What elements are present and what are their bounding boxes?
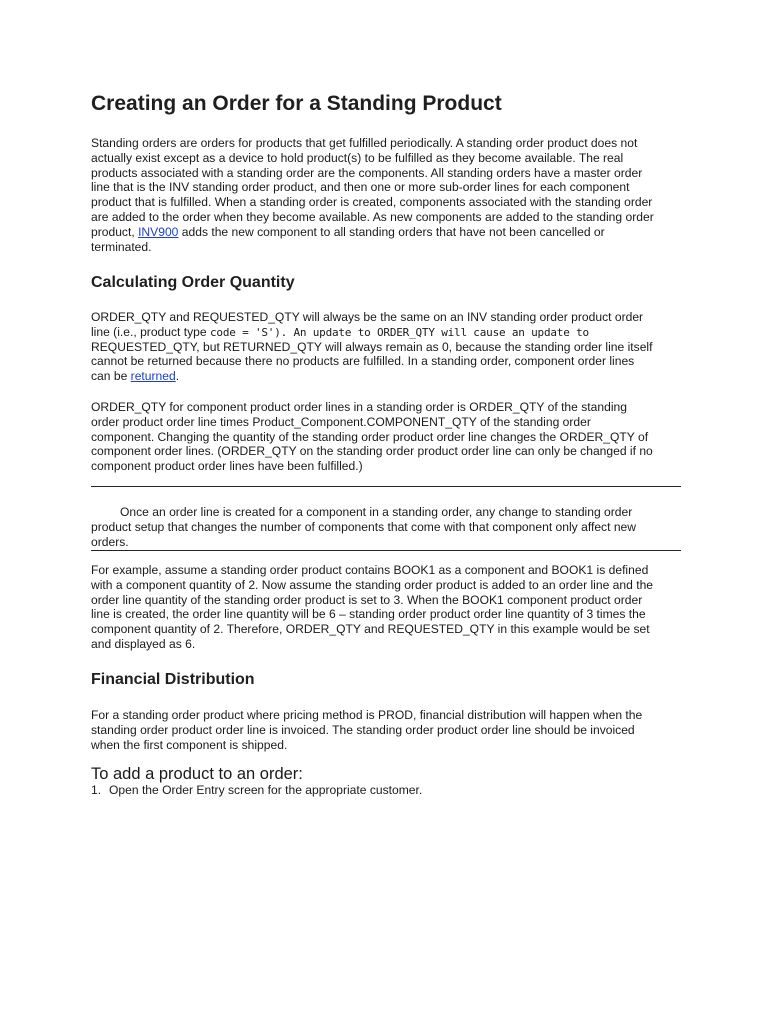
text-line bbox=[91, 505, 681, 520]
text-line: ORDER_QTY for component product order lines in a standing order is ORDER_QTY of the standing bbox=[91, 400, 627, 414]
text-line bbox=[91, 325, 681, 340]
text-line: For example, assume a standing order product contains BOOK1 as a component and BOOK1 is defined bbox=[91, 563, 649, 577]
text-line: product setup that changes the number of components that come with that component only affect new bbox=[91, 519, 636, 534]
text-fragment: . bbox=[175, 369, 180, 384]
text-line: terminated. bbox=[91, 239, 152, 254]
step-text: Open the Order Entry screen for the appropriate customer. bbox=[109, 783, 423, 797]
order-quantity-paragraph-1 bbox=[91, 310, 681, 384]
text-line: ORDER_QTY and REQUESTED_QTY will always be the same on an INV standing order product order bbox=[91, 310, 644, 324]
text-line: REQUESTED_QTY, but RETURNED_QTY will always remain as 0, because the standing order line itself bbox=[91, 339, 653, 354]
text-line: products associated with a standing order are the components. All standing orders have a master order bbox=[91, 165, 643, 180]
procedure-steps bbox=[91, 783, 422, 798]
code-fragment: code = 'S'). An update to ORDER_QTY will cause an update to bbox=[209, 325, 589, 339]
text-line: Standing orders are orders for products that get fulfilled periodically. A standing order product does not bbox=[91, 136, 638, 150]
note-paragraph bbox=[91, 505, 681, 549]
text-fragment: Once an order line is created for a component in a standing order, any change to standing order bbox=[120, 505, 633, 519]
returned-link[interactable]: returned bbox=[130, 369, 176, 384]
text-line: component order lines. (ORDER_QTY on the standing order product order line can only be changed if no bbox=[91, 444, 653, 459]
text-line: are added to the order when they become available. As new components are added to the standing order bbox=[91, 209, 654, 224]
page-title: Creating an Order for a Standing Product bbox=[91, 92, 502, 115]
text-line: line is created, the order line quantity will be 6 – standing order product order line quantity of 3 times the bbox=[91, 607, 646, 622]
note-bottom-divider bbox=[91, 550, 681, 551]
note-top-divider bbox=[91, 486, 681, 487]
step-number: 1. bbox=[91, 783, 102, 797]
text-line: component product order lines have been fulfilled.) bbox=[91, 459, 363, 474]
text-line: component quantity of 2. Therefore, ORDER_QTY and REQUESTED_QTY in this example would be set bbox=[91, 622, 650, 637]
text-line: product that is fulfilled. When a standing order is created, components associated with the standing order bbox=[91, 195, 653, 210]
financial-distribution-paragraph bbox=[91, 708, 681, 752]
section-heading-financial-distribution: Financial Distribution bbox=[91, 671, 255, 688]
text-line: orders. bbox=[91, 534, 129, 549]
text-line bbox=[91, 369, 681, 384]
text-line: component. Changing the quantity of the standing order product order line changes the ORDER_QTY of bbox=[91, 429, 649, 444]
text-line: line that is the INV standing order product, and then one or more sub-order lines for each component bbox=[91, 180, 630, 195]
procedure-heading: To add a product to an order: bbox=[91, 765, 303, 783]
text-line: when the first component is shipped. bbox=[91, 737, 288, 752]
order-quantity-paragraph-2 bbox=[91, 400, 681, 474]
section-heading-order-quantity: Calculating Order Quantity bbox=[91, 274, 295, 291]
text-fragment: adds the new component to all standing orders that have not been cancelled or bbox=[178, 224, 605, 239]
text-fragment: product, bbox=[91, 224, 139, 239]
text-line: actually exist except as a device to hold product(s) to be fulfilled as they become available. The real bbox=[91, 150, 624, 165]
inv900-link[interactable]: INV900 bbox=[138, 224, 179, 239]
text-fragment: can be bbox=[91, 369, 131, 384]
text-fragment: line (i.e., product type bbox=[91, 324, 210, 339]
text-line bbox=[91, 225, 681, 240]
text-line: cannot be returned because there no products are fulfilled. In a standing order, component order lines bbox=[91, 354, 635, 369]
text-line: standing order product order line is invoiced. The standing order product order line should be invoiced bbox=[91, 722, 635, 737]
text-line: order line quantity of the standing order product is set to 3. When the BOOK1 component product order bbox=[91, 592, 643, 607]
text-line: For a standing order product where pricing method is PROD, financial distribution will happen when the bbox=[91, 708, 643, 722]
list-item bbox=[91, 783, 422, 798]
intro-paragraph bbox=[91, 136, 681, 254]
text-line: order product order line times Product_Component.COMPONENT_QTY of the standing order bbox=[91, 414, 591, 429]
text-line: and displayed as 6. bbox=[91, 636, 196, 651]
text-line: with a component quantity of 2. Now assume the standing order product is added to an order line and the bbox=[91, 577, 654, 592]
example-paragraph bbox=[91, 563, 681, 652]
